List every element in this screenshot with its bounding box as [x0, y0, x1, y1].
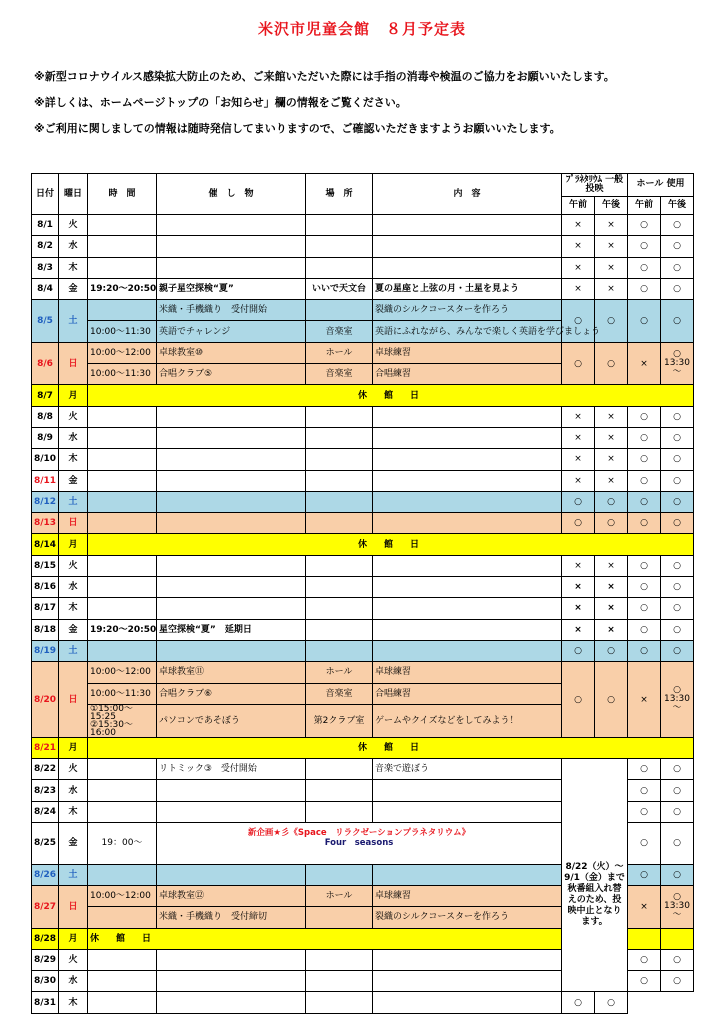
mark-cell: ○: [628, 470, 661, 491]
date-cell: 8/7: [32, 385, 59, 406]
mark-cell: ×: [595, 215, 628, 236]
page-title: 米沢市児童会館 ８月予定表: [257, 20, 466, 38]
header-date: 日付: [32, 174, 59, 215]
event-cell: パソコンであそぼう: [157, 704, 306, 737]
mark-cell: ○: [661, 406, 694, 427]
content-cell: 卓球練習: [373, 885, 562, 906]
header-am: 午前: [628, 196, 661, 214]
time-cell: 10:00～12:00: [88, 342, 157, 363]
day-cell: 金: [59, 470, 88, 491]
day-cell: 火: [59, 215, 88, 236]
date-cell: 8/6: [32, 342, 59, 385]
mark-cell: ○: [628, 300, 661, 343]
mark-cell: ○: [628, 577, 661, 598]
mark-cell: ○: [628, 278, 661, 299]
date-cell: 8/1: [32, 215, 59, 236]
date-cell: 8/29: [32, 949, 59, 970]
header-pm: 午後: [661, 196, 694, 214]
mark-cell: ○: [661, 619, 694, 640]
mark-cell: ○: [628, 759, 661, 780]
mark-cell: ○: [661, 640, 694, 661]
mark-cell: ×: [562, 555, 595, 576]
planetarium-suspension-note: [562, 759, 628, 992]
mark-cell: ○: [562, 992, 595, 1013]
day-cell: 土: [59, 300, 88, 343]
table-row: [32, 278, 694, 299]
event-cell: 合唱クラブ⑤: [157, 364, 306, 385]
event-cell: 卓球教室⑪: [157, 662, 306, 683]
mark-cell: ×: [595, 406, 628, 427]
mark-cell: ×: [595, 449, 628, 470]
date-cell: 8/14: [32, 534, 59, 555]
date-cell: 8/26: [32, 864, 59, 885]
mark-cell: ○: [661, 759, 694, 780]
table-row: [32, 427, 694, 448]
mark-cell: ○: [661, 598, 694, 619]
time-cell: 10:00～11:30: [88, 683, 157, 704]
planetarium-note-text: 8/22（火）～ 9/1（金）まで秋番組入れ替えのため、投映中止となります。: [564, 862, 625, 928]
place-cell: 第2クラブ室: [306, 704, 373, 737]
day-cell: 土: [59, 491, 88, 512]
mark-cell: ○: [661, 491, 694, 512]
header-time: 時 間: [88, 174, 157, 215]
special-event-cell: [157, 823, 562, 865]
content-cell: 裂織のシルクコースターを作ろう: [373, 300, 562, 321]
place-cell: いいで天文台: [306, 278, 373, 299]
mark-cell: ○: [628, 257, 661, 278]
day-cell: 金: [59, 278, 88, 299]
table-row: [32, 300, 694, 321]
table-header-row: [32, 174, 694, 197]
content-cell: 合唱練習: [373, 683, 562, 704]
date-cell: 8/11: [32, 470, 59, 491]
day-cell: 水: [59, 236, 88, 257]
mark-cell: ○: [628, 971, 661, 992]
date-cell: 8/13: [32, 513, 59, 534]
mark-cell: ○: [661, 801, 694, 822]
table-row: [32, 470, 694, 491]
mark-cell: ○: [628, 555, 661, 576]
mark-cell: ○: [661, 278, 694, 299]
day-cell: 月: [59, 737, 88, 758]
event-cell: 親子星空探検“夏”: [157, 278, 306, 299]
mark-cell: ×: [562, 577, 595, 598]
mark-cell: ○: [595, 662, 628, 738]
date-cell: 8/3: [32, 257, 59, 278]
place-cell: 音楽室: [306, 321, 373, 342]
mark-cell: ○: [628, 449, 661, 470]
day-cell: 日: [59, 885, 88, 928]
mark-cell: ×: [595, 555, 628, 576]
day-cell: 火: [59, 406, 88, 427]
mark-cell: ○: [661, 300, 694, 343]
date-cell: 8/8: [32, 406, 59, 427]
date-cell: 8/21: [32, 737, 59, 758]
mark-cell: ○: [562, 662, 595, 738]
mark-cell: ○: [628, 823, 661, 865]
date-cell: 8/9: [32, 427, 59, 448]
mark-cell: ○: [562, 491, 595, 512]
day-cell: 木: [59, 449, 88, 470]
mark-cell: ○: [595, 342, 628, 385]
mark-cell: ○: [661, 236, 694, 257]
event-cell: 卓球教室⑫: [157, 885, 306, 906]
table-row: [32, 992, 694, 1013]
mark-cell: ○: [661, 449, 694, 470]
mark-cell: ○: [595, 992, 628, 1013]
mark-cell: ×: [562, 215, 595, 236]
mark-cell: ×: [562, 257, 595, 278]
table-row: [32, 257, 694, 278]
header-planetarium: ﾌﾟﾗﾈﾀﾘｳﾑ 一般投映: [562, 174, 628, 197]
mark-cell: ×: [595, 257, 628, 278]
date-cell: 8/25: [32, 823, 59, 865]
table-row: [32, 449, 694, 470]
date-cell: 8/4: [32, 278, 59, 299]
date-cell: 8/2: [32, 236, 59, 257]
content-cell: 音楽で遊ぼう: [373, 759, 562, 780]
table-row: [32, 491, 694, 512]
date-cell: 8/15: [32, 555, 59, 576]
mark-cell: ○: [628, 780, 661, 801]
date-cell: 8/16: [32, 577, 59, 598]
time-slot-2: ②15:30～16:00: [90, 719, 134, 738]
mark-cell: ○: [661, 971, 694, 992]
day-cell: 日: [59, 513, 88, 534]
event-cell: 米織・手機織り 受付開始: [157, 300, 306, 321]
date-cell: 8/28: [32, 928, 59, 949]
table-row: [32, 737, 694, 758]
date-cell: 8/19: [32, 640, 59, 661]
day-cell: 火: [59, 949, 88, 970]
header-event: 催 し 物: [157, 174, 306, 215]
mark-cell: ○: [628, 427, 661, 448]
date-cell: 8/27: [32, 885, 59, 928]
event-cell: 英語でチャレンジ: [157, 321, 306, 342]
mark-cell: ○: [628, 406, 661, 427]
time-cell: 19：00～: [88, 823, 157, 865]
table-row: [32, 577, 694, 598]
notice-list: [34, 70, 615, 148]
notice-item: ※詳しくは、ホームページトップの「お知らせ」欄の情報をご覧ください。: [34, 96, 407, 109]
place-cell: ホール: [306, 662, 373, 683]
mark-cell: ○: [661, 257, 694, 278]
day-cell: 木: [59, 257, 88, 278]
mark-cell: ○: [595, 491, 628, 512]
mark-cell: ○: [661, 513, 694, 534]
mark-cell: ×: [595, 470, 628, 491]
mark-cell: ×: [628, 662, 661, 738]
notice-item: ※新型コロナウイルス感染拡大防止のため、ご来館いただいた際には手指の消毒や検温のご協力をお願いいたします。: [34, 70, 615, 83]
mark-cell: ○ 13:30 ～: [661, 662, 694, 738]
table-row: [32, 662, 694, 683]
table-row: [32, 513, 694, 534]
day-cell: 水: [59, 427, 88, 448]
day-cell: 水: [59, 971, 88, 992]
mark-cell: ×: [595, 236, 628, 257]
day-cell: 金: [59, 619, 88, 640]
mark-cell: ○: [595, 300, 628, 343]
mark-cell: ×: [595, 598, 628, 619]
date-cell: 8/23: [32, 780, 59, 801]
mark-cell: ○ 13:30 ～: [661, 342, 694, 385]
mark-cell: ○: [661, 780, 694, 801]
time-cell: 19:20～20:50: [88, 619, 157, 640]
mark-cell: ○: [628, 801, 661, 822]
time-slot-1: ①15:00～15:25: [90, 703, 134, 722]
content-cell: 卓球練習: [373, 662, 562, 683]
day-cell: 火: [59, 555, 88, 576]
closed-day-label: 休 館 日: [88, 534, 694, 555]
table-row: [32, 759, 694, 780]
day-cell: 月: [59, 385, 88, 406]
mark-cell: ○: [628, 513, 661, 534]
day-cell: 日: [59, 662, 88, 738]
mark-cell: ×: [595, 427, 628, 448]
mark-cell: ○: [661, 823, 694, 865]
date-cell: 8/24: [32, 801, 59, 822]
mark-cell: ○: [628, 864, 661, 885]
day-cell: 木: [59, 598, 88, 619]
date-cell: 8/18: [32, 619, 59, 640]
place-cell: 音楽室: [306, 683, 373, 704]
content-cell: 合唱練習: [373, 364, 562, 385]
day-cell: 月: [59, 928, 88, 949]
mark-cell: ○: [661, 470, 694, 491]
day-cell: 金: [59, 823, 88, 865]
day-cell: 水: [59, 577, 88, 598]
closed-day-label: 休 館 日: [88, 385, 694, 406]
header-day: 曜日: [59, 174, 88, 215]
event-cell: リトミック③ 受付開始: [157, 759, 306, 780]
mark-cell: ×: [562, 278, 595, 299]
closed-day-label: 休 館 日: [88, 737, 694, 758]
date-cell: 8/31: [32, 992, 59, 1013]
mark-cell: ○: [628, 949, 661, 970]
table-row: [32, 342, 694, 363]
mark-cell: ○: [562, 342, 595, 385]
event-cell: 合唱クラブ⑥: [157, 683, 306, 704]
mark-cell: ○: [595, 640, 628, 661]
content-cell: ゲームやクイズなどをしてみよう！: [373, 704, 562, 737]
table-row: [32, 215, 694, 236]
mark-cell: ○: [661, 555, 694, 576]
event-cell: 星空探検“夏” 延期日: [157, 619, 306, 640]
time-cell: 10:00～11:30: [88, 364, 157, 385]
mark-cell: ○: [661, 577, 694, 598]
event-cell: 米織・手機織り 受付締切: [157, 907, 306, 928]
table-row: [32, 598, 694, 619]
header-am: 午前: [562, 196, 595, 214]
content-cell: 卓球練習: [373, 342, 562, 363]
date-cell: 8/17: [32, 598, 59, 619]
mark-cell: ×: [595, 619, 628, 640]
mark-cell: ○: [628, 619, 661, 640]
content-cell: 英語にふれながら、みんなで楽しく英語を学びましょう: [373, 321, 562, 342]
date-cell: 8/22: [32, 759, 59, 780]
mark-cell: ○: [595, 513, 628, 534]
mark-cell: ×: [628, 342, 661, 385]
time-cell: 10:00～11:30: [88, 321, 157, 342]
header-place: 場 所: [306, 174, 373, 215]
day-cell: 日: [59, 342, 88, 385]
table-row: [32, 236, 694, 257]
mark-cell: ×: [562, 449, 595, 470]
mark-cell: ○: [628, 598, 661, 619]
place-cell: 音楽室: [306, 364, 373, 385]
table-row: [32, 406, 694, 427]
mark-cell: ×: [595, 577, 628, 598]
date-cell: 8/5: [32, 300, 59, 343]
mark-cell: ×: [562, 470, 595, 491]
mark-cell: ×: [562, 427, 595, 448]
mark-cell: ○: [661, 215, 694, 236]
time-cell: 10:00～12:00: [88, 885, 157, 906]
mark-cell: ○: [661, 949, 694, 970]
closed-day-label: 休 館 日: [88, 928, 562, 949]
day-cell: 火: [59, 759, 88, 780]
mark-cell: ○: [562, 513, 595, 534]
header-hall: ホール 使用: [628, 174, 694, 197]
time-cell: 10:00～12:00: [88, 662, 157, 683]
day-cell: 木: [59, 801, 88, 822]
time-cell: 19:20～20:50: [88, 278, 157, 299]
schedule-table: [31, 173, 694, 1014]
time-cell: [88, 704, 157, 737]
special-event-title: 新企画★彡《Space リラクゼーションプラネタリウム》: [247, 828, 471, 839]
day-cell: 水: [59, 780, 88, 801]
date-cell: 8/20: [32, 662, 59, 738]
mark-cell: ○: [628, 491, 661, 512]
place-cell: ホール: [306, 342, 373, 363]
notice-item: ※ご利用に関しましての情報は随時発信してまいりますので、ご確認いただきますようお願いいたします。: [34, 122, 561, 135]
mark-cell: ○: [628, 640, 661, 661]
date-cell: 8/12: [32, 491, 59, 512]
mark-cell: ×: [562, 598, 595, 619]
table-row: [32, 619, 694, 640]
header-content: 内 容: [373, 174, 562, 215]
day-cell: 木: [59, 992, 88, 1013]
mark-cell: ○: [562, 640, 595, 661]
mark-cell: ×: [628, 885, 661, 928]
special-event-subtitle: Four seasons: [324, 838, 394, 849]
table-row: [32, 640, 694, 661]
mark-cell: ○: [562, 300, 595, 343]
date-cell: 8/30: [32, 971, 59, 992]
content-cell: 夏の星座と上弦の月・土星を見よう: [373, 278, 562, 299]
day-cell: 月: [59, 534, 88, 555]
mark-cell: ○: [661, 864, 694, 885]
date-cell: 8/10: [32, 449, 59, 470]
mark-cell: ×: [562, 406, 595, 427]
table-row: [32, 534, 694, 555]
place-cell: ホール: [306, 885, 373, 906]
table-row: [32, 555, 694, 576]
day-cell: 土: [59, 864, 88, 885]
table-row: [32, 385, 694, 406]
content-cell: 裂織のシルクコースターを作ろう: [373, 907, 562, 928]
mark-cell: ×: [562, 236, 595, 257]
mark-cell: ×: [595, 278, 628, 299]
day-cell: 土: [59, 640, 88, 661]
header-pm: 午後: [595, 196, 628, 214]
event-cell: 卓球教室⑩: [157, 342, 306, 363]
mark-cell: ○: [628, 236, 661, 257]
mark-cell: ○ 13:30 ～: [661, 885, 694, 928]
mark-cell: ○: [661, 427, 694, 448]
mark-cell: ×: [562, 619, 595, 640]
mark-cell: ○: [628, 215, 661, 236]
